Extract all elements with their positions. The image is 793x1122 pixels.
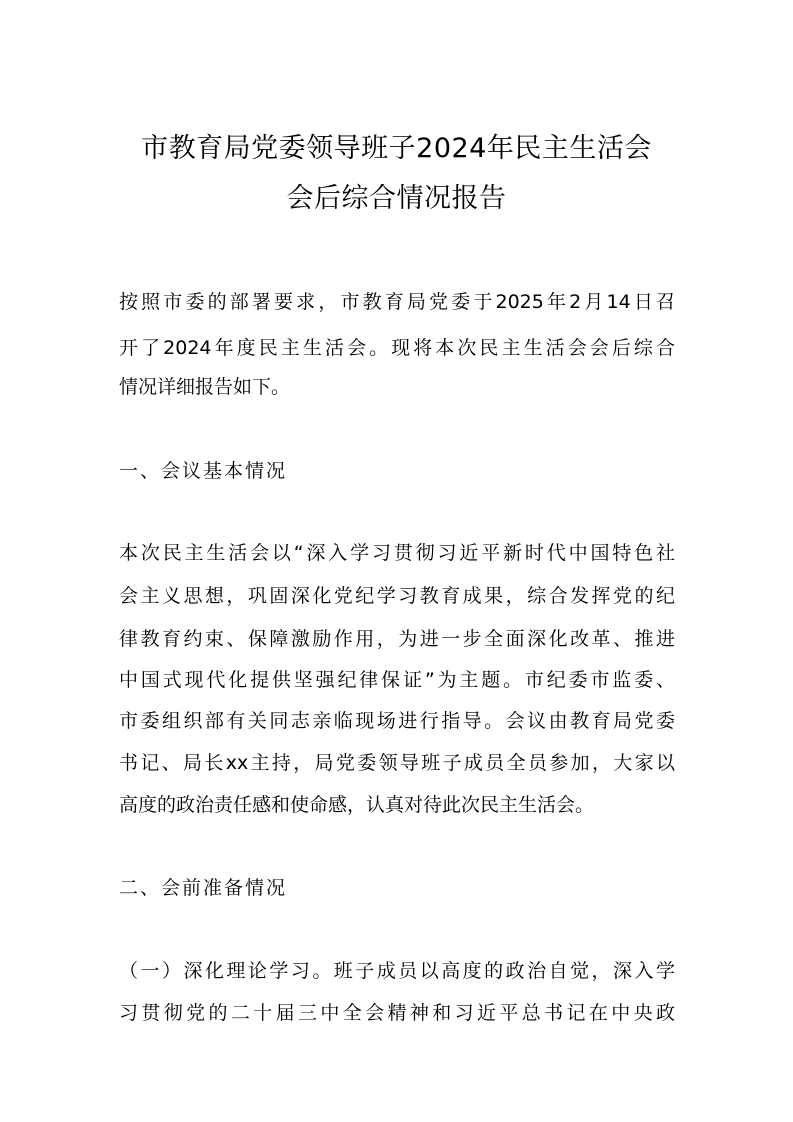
section-1-line-4: 中国式现代化提供坚强纪律保证”为主题。市纪委市监委、 (119, 669, 675, 691)
section-1-line-1: 本次民主生活会以“深入学习贯彻习近平新时代中国特色社 (119, 542, 675, 564)
section-2-line-2: 习贯彻党的二十届三中全会精神和习近平总书记在中央政 (119, 1002, 675, 1024)
document-title-line-2: 会后综合情况报告 (286, 183, 507, 214)
section-2-line-1: （一）深化理论学习。班子成员以高度的政治自觉，深入学 (119, 960, 675, 982)
section-1-line-6: 书记、局长xx主持，局党委领导班子成员全员参加，大家以 (119, 752, 675, 774)
section-1-line-7: 高度的政治责任感和使命感，认真对待此次民主生活会。 (119, 794, 595, 816)
intro-line-3: 情况详细报告如下。 (119, 376, 291, 398)
intro-line-1: 按照市委的部署要求，市教育局党委于2025年2月14日召 (119, 291, 675, 313)
section-1-line-3: 律教育约束、保障激励作用，为进一步全面深化改革、推进 (119, 628, 675, 650)
document-title-line-1: 市教育局党委领导班子2024年民主生活会 (141, 133, 652, 164)
section-1-line-5: 市委组织部有关同志亲临现场进行指导。会议由教育局党委 (119, 710, 675, 732)
section-2-heading: 二、会前准备情况 (119, 877, 288, 899)
section-1-line-2: 会主义思想，巩固深化党纪学习教育成果，综合发挥党的纪 (119, 585, 675, 607)
section-1-heading: 一、会议基本情况 (119, 460, 288, 482)
intro-line-2: 开了2024年度民主生活会。现将本次民主生活会会后综合 (119, 337, 675, 359)
